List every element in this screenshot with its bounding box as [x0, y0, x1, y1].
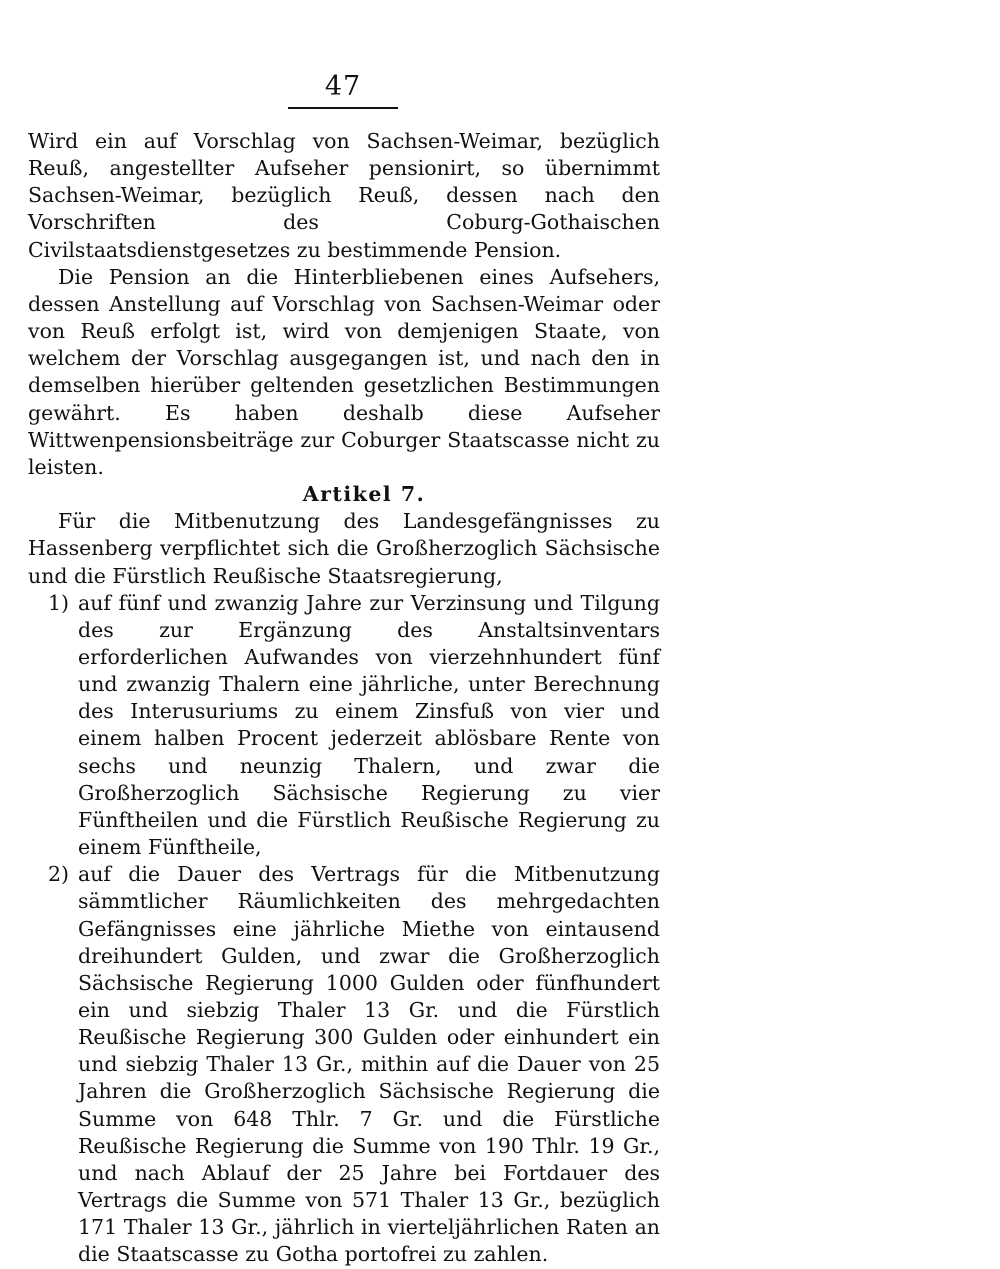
page-number: 47	[324, 71, 362, 102]
article-heading: Artikel 7.	[302, 482, 426, 507]
page-header	[288, 72, 398, 109]
list-item-text: auf die Dauer des Vertrags für die Mitbenutzung sämmtlicher Räumlichkeiten des mehrgedachten Gefängnisses eine jährliche Miethe von eintausend dreihundert Gulden, und zwar die Großherzoglich Sächsische Regierung 1000 Gulden oder fünfhundert ein und siebzig Thaler 13 Gr. und die Fürstlich Reußische Regierung 300 Gulden oder einhundert ein und siebzig Thaler 13 Gr., mithin auf die Dauer von 25 Jahren die Großherzoglich Sächsische Regierung die Summe von 648 Thlr. 7 Gr. und die Fürstliche Reußische Regierung die Summe von 190 Thlr. 19 Gr., und nach Ablauf der 25 Jahre bei Fortdauer des Vertrags die Summe von 571 Thaler 13 Gr., bezüglich 171 Thaler 13 Gr., jährlich in vierteljährlichen Raten an die Staatscasse zu Gotha portofrei zu zahlen.	[78, 862, 660, 1267]
list-item-text: auf fünf und zwanzig Jahre zur Verzinsung und Tilgung des zur Ergänzung des Anstaltsinventars erforderlichen Aufwandes von vierzehnhundert fünf und zwanzig Thalern eine jährliche, unter Berechnung des Interusuriums zu einem Zinsfuß von vier und einem halben Procent jederzeit ablösbare Rente von sechs und neunzig Thalern, und zwar die Großherzoglich Sächsische Regierung zu vier Fünftheilen und die Fürstlich Reußische Regierung zu einem Fünftheile,	[78, 590, 660, 860]
page-body	[28, 128, 660, 1269]
paragraph-pension-survivors: Die Pension an die Hinterbliebenen eines Aufsehers, dessen Anstellung auf Vorschlag von Sachsen-Weimar oder von Reuß erfolgt ist, wird von demjenigen Staate, von welchem der Vorschlag ausgegangen ist, und nach den in demselben hierüber geltenden gesetzlichen Bestimmungen gewährt. Es haben deshalb diese Aufseher Wittwenpensionsbeiträge zur Coburger Staatscasse nicht zu leisten.	[28, 264, 660, 479]
article-intro: Für die Mitbenutzung des Landesgefängnisses zu Hassenberg verpflichtet sich die Großherzoglich Sächsische und die Fürstlich Reußische Staatsregierung,	[28, 509, 660, 588]
list-item-number: 2)	[48, 862, 70, 887]
header-rule	[288, 107, 398, 109]
list-item-number: 1)	[48, 590, 70, 615]
paragraph-pension-supervisor: Wird ein auf Vorschlag von Sachsen-Weimar, bezüglich Reuß, angestellter Aufseher pensionirt, so übernimmt Sachsen-Weimar, bezüglich Reuß, dessen nach den Vorschriften des Coburg-Gothaischen Civilstaatsdienstgesetzes zu bestimmende Pension.	[28, 129, 660, 262]
list-item	[28, 590, 660, 862]
list-item	[28, 861, 660, 1268]
